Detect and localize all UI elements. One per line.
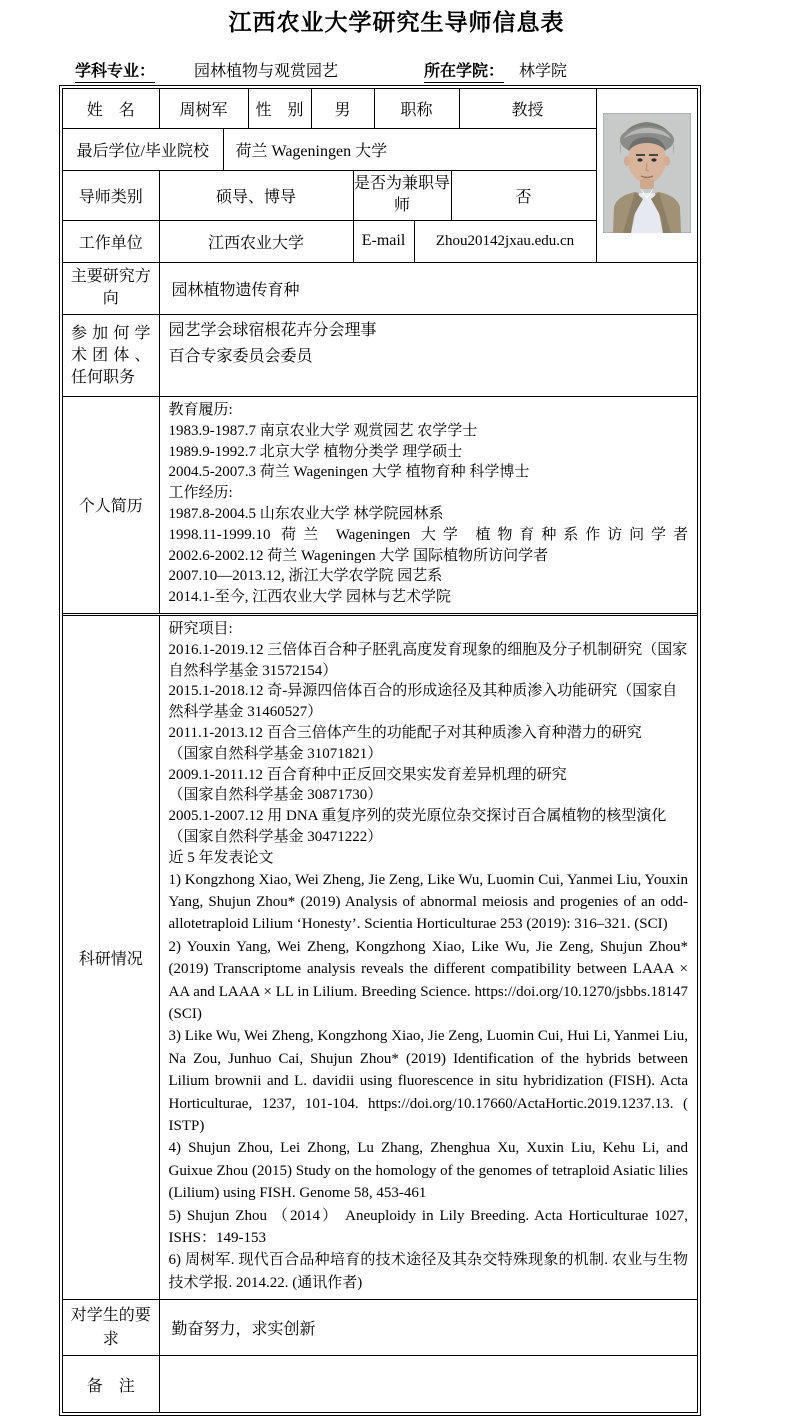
text-line: 2011.1-2013.12 百合三倍体产生的功能配子对其种质渗入育种潜力的研究 <box>168 724 642 741</box>
research-dir-value: 园林植物遗传育种 <box>159 263 697 315</box>
text-line: 园艺学会球宿根花卉分会理事 <box>168 322 377 339</box>
text-line: 研究项目: <box>168 620 233 637</box>
gender-value: 男 <box>311 89 374 128</box>
text-line: 2016.1-2019.12 三倍体百合种子胚乳高度发育现象的细胞及分子机制研究（国家自然科学基金 31572154） <box>168 641 688 679</box>
prof-title-value: 教授 <box>459 89 596 128</box>
row-name <box>63 89 697 128</box>
text-line: 6) 周树军. 现代百合品种培育的技术途径及其杂交特殊现象的机制. 农业与生物技术学报. 2014.22. (通讯作者) <box>168 1252 688 1291</box>
row-research-direction <box>63 263 697 315</box>
text-line: 1983.9-1987.7 南京农业大学 观赏园艺 农学学士 <box>168 422 478 439</box>
text-line: 5) Shujun Zhou （2014） Aneuploidy in Lily Breeding. Acta Horticulturae 1027, ISHS：149-153 <box>168 1207 688 1247</box>
row-students <box>63 1300 697 1356</box>
parttime-value: 否 <box>451 170 596 220</box>
page-title: 江西农业大学研究生导师信息表 <box>228 10 565 35</box>
gender-label: 性 别 <box>248 89 311 128</box>
project-list <box>169 619 689 869</box>
supervisor-photo <box>603 113 691 233</box>
text-line: 2002.6-2002.12 荷兰 Wageningen 大学 国际植物所访问学者 <box>168 547 549 564</box>
text-line: 2014.1-至今, 江西农业大学 园林与艺术学院 <box>168 589 451 606</box>
row-remarks <box>63 1356 697 1412</box>
name-label: 姓 名 <box>63 89 159 128</box>
degree-value: 荷兰 Wageningen 大学 <box>223 128 596 170</box>
remarks-label: 备 注 <box>63 1356 159 1412</box>
text-line: 2005.1-2007.12 用 DNA 重复序列的荧光原位杂交探讨百合属植物的核型演化 <box>168 808 667 825</box>
text-line: 1998.11-1999.10 荷兰 Wageningen 大学 植物育种系作访问学者 <box>168 526 688 543</box>
prof-title-label: 职称 <box>374 89 459 128</box>
type-value: 硕导、博导 <box>159 170 353 220</box>
workunit-label: 工作单位 <box>63 220 159 262</box>
text-line: 1) Kongzhong Xiao, Wei Zheng, Jie Zeng, Like Wu, Luomin Cui, Yanmei Liu, Youxin Yang, Shujun Zhou* (2019) Analysis of abnormal meiosis and progenies of an odd-allotetraploid Lilium ‘Honesty’. Scientia Horticulturae 253 (2019): 316–321. (SCI) <box>168 871 688 933</box>
text-line: 2004.5-2007.3 荷兰 Wageningen 大学 植物育种 科学博士 <box>168 464 530 481</box>
remarks-value <box>159 1356 697 1412</box>
workunit-value: 江西农业大学 <box>159 220 353 262</box>
societies-value <box>159 315 697 397</box>
text-line: 教育履历: <box>168 402 233 418</box>
header-line <box>0 58 793 84</box>
students-label: 对学生的要求 <box>63 1300 159 1356</box>
text-line: 4) Shujun Zhou, Lei Zhong, Lu Zhang, Zhenghua Xu, Xuxin Liu, Kehu Li, and Guixue Zhou (2015) Study on the homology of the genomes of tetraploid Asiatic lilies (Lilium) using FISH. Genome 58, 453-461 <box>168 1140 688 1202</box>
table-section-middle <box>63 263 697 613</box>
parttime-label: 是否为兼职导师 <box>353 170 451 220</box>
photo-cell <box>596 89 697 262</box>
societies-label: 参加何学术团体、任何职务 <box>63 315 159 397</box>
college-value: 林学院 <box>519 63 568 80</box>
text-line: 工作经历: <box>168 485 233 502</box>
type-label: 导师类别 <box>63 170 159 220</box>
students-value: 勤奋努力，求实创新 <box>159 1300 697 1356</box>
text-line: （国家自然科学基金 30471222） <box>168 828 383 845</box>
major-value: 园林植物与观赏园艺 <box>194 63 339 80</box>
text-line: （国家自然科学基金 30871730） <box>168 787 383 804</box>
text-line: 1987.8-2004.5 山东农业大学 林学院园林系 <box>168 505 444 522</box>
research-label: 科研情况 <box>63 614 159 1299</box>
text-line: 1989.9-1992.7 北京大学 植物分类学 理学硕士 <box>168 443 463 460</box>
publication-list <box>169 869 689 1295</box>
research-content <box>159 614 697 1299</box>
resume-content <box>159 397 697 613</box>
college-label: 所在学院： <box>424 58 504 83</box>
research-dir-label: 主要研究方向 <box>63 263 159 315</box>
name-value: 周树军 <box>159 89 248 128</box>
text-line: 2009.1-2011.12 百合育种中正反回交果实发育差异机理的研究 <box>168 766 567 783</box>
degree-label: 最后学位/毕业院校 <box>63 128 223 170</box>
row-resume <box>63 397 697 613</box>
text-line: 2007.10—2013.12, 浙江大学农学院 园艺系 <box>168 568 443 585</box>
text-line: 2015.1-2018.12 奇-异源四倍体百合的形成途径及其种质渗入功能研究（国家自然科学基金 31460527） <box>168 683 678 721</box>
row-societies <box>63 315 697 397</box>
text-line: 2) Youxin Yang, Wei Zheng, Kongzhong Xiao, Like Wu, Jie Zeng, Shujun Zhou* (2019) Transcriptome analysis reveals the different compatibility between LAAA × AA and LAAA × LL in Lilium. Breeding Science. https://doi.org/10.1270/jsbbs.18147 (SCI) <box>168 938 688 1022</box>
major-label: 学科专业： <box>75 58 155 83</box>
table-section-bottom <box>63 613 697 1412</box>
email-label: E-mail <box>353 220 414 262</box>
resume-label: 个人简历 <box>63 397 159 613</box>
text-line: 3) Like Wu, Wei Zheng, Kongzhong Xiao, Jie Zeng, Luomin Cui, Hui Li, Yanmei Liu, Na Zou, Junhuo Cai, Shujun Zhou* (2019) Identification of the hybrids between Lilium brownii and L. davidii using fluorescence in situ hybridization (FISH). Acta Horticulturae, 1237, 101-104. https://doi.org/10.17660/ActaHortic.2019.1237.13. ( ISTP) <box>168 1028 688 1134</box>
table-section-top <box>63 89 697 263</box>
text-line: 近 5 年发表论文 <box>168 849 274 866</box>
email-value: Zhou20142jxau.edu.cn <box>414 220 596 262</box>
text-line: （国家自然科学基金 31071821） <box>168 745 383 762</box>
info-table <box>59 85 701 1416</box>
row-research <box>63 614 697 1299</box>
text-line: 百合专家委员会委员 <box>168 348 313 365</box>
